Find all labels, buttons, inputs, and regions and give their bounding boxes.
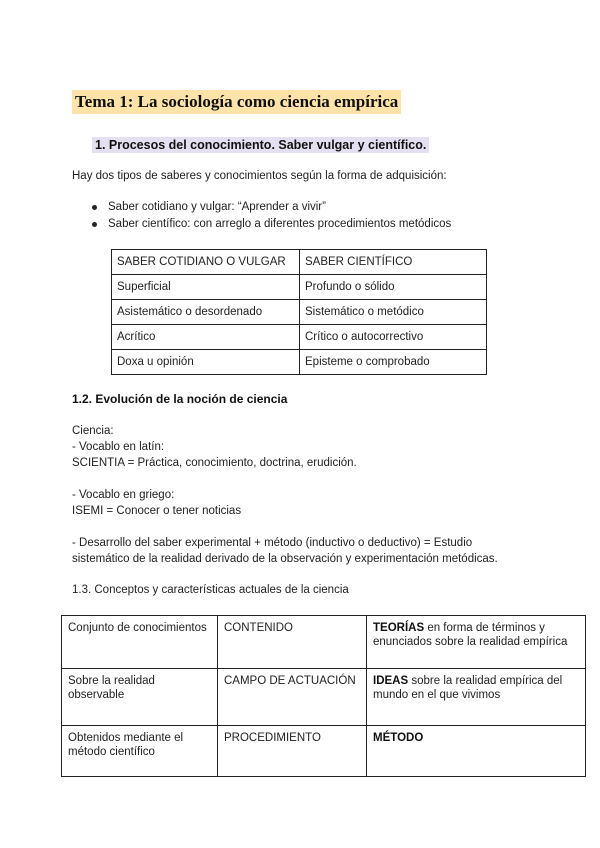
text-line: - Desarrollo del saber experimental + método (inductivo o deductivo) = Estudio [72,537,473,549]
table-row [112,350,487,375]
science-evolution-text [72,423,498,567]
table-cell: Conjunto de conocimientos [62,616,218,669]
text-line: SCIENTIA = Práctica, conocimiento, doctrina, erudición. [72,457,357,469]
table-cell [367,669,586,726]
table-row [112,300,487,325]
text-line: ISEMI = Conocer o tener noticias [72,505,242,517]
section-1-heading: 1. Procesos del conocimiento. Saber vulgar y científico. [92,137,429,153]
table-row [62,669,586,726]
table-cell [367,726,586,777]
knowledge-comparison-table [111,249,487,375]
cell-text: en forma de términos y enunciados sobre la realidad empírica [373,622,568,648]
list-item: Saber científico: con arreglo a diferentes procedimientos metódicos [90,216,451,233]
page-title: Tema 1: La sociología como ciencia empírica [72,90,401,114]
table-cell: CONTENIDO [218,616,367,669]
table-row [112,275,487,300]
table-row [62,726,586,777]
table-row [62,616,586,669]
text-line [72,519,498,535]
text-line: - Vocablo en latín: [72,441,165,453]
table-cell [367,616,586,669]
table-cell: CAMPO DE ACTUACIÓN [218,669,367,726]
table-cell: Acrítico [112,325,300,350]
table-cell: Crítico o autocorrectivo [300,325,487,350]
table-row [112,250,487,275]
table-cell: Doxa u opinión [112,350,300,375]
cell-text: sobre la realidad empírica del mundo en el que vivimos [373,675,563,701]
bold-term: IDEAS [373,675,409,687]
list-item: Saber cotidiano y vulgar: “Aprender a vivir” [90,199,451,216]
section-1-2-heading: 1.2. Evolución de la noción de ciencia [72,392,288,406]
bold-term: MÉTODO [373,732,424,744]
intro-paragraph: Hay dos tipos de saberes y conocimientos según la forma de adquisición: [72,170,447,182]
bold-term: TEORÍAS [373,622,425,634]
text-line: sistemático de la realidad derivado de la observación y experimentación metódicas. [72,553,498,565]
text-line: - Vocablo en griego: [72,489,175,501]
text-line [72,471,498,487]
table-cell: Obtenidos mediante el método científico [62,726,218,777]
text-line: Ciencia: [72,425,114,437]
table-row [112,325,487,350]
table-cell: Superficial [112,275,300,300]
table-cell: Profundo o sólido [300,275,487,300]
bullet-list [90,199,451,233]
table-cell: Sistemático o metódico [300,300,487,325]
table-header-cell: SABER CIENTÍFICO [300,250,487,275]
table-cell: Sobre la realidad observable [62,669,218,726]
table-cell: Asistemático o desordenado [112,300,300,325]
science-characteristics-table [61,615,586,777]
section-1-3-heading: 1.3. Conceptos y características actuales de la ciencia [72,584,349,596]
table-cell: Episteme o comprobado [300,350,487,375]
table-cell: PROCEDIMIENTO [218,726,367,777]
table-header-cell: SABER COTIDIANO O VULGAR [112,250,300,275]
